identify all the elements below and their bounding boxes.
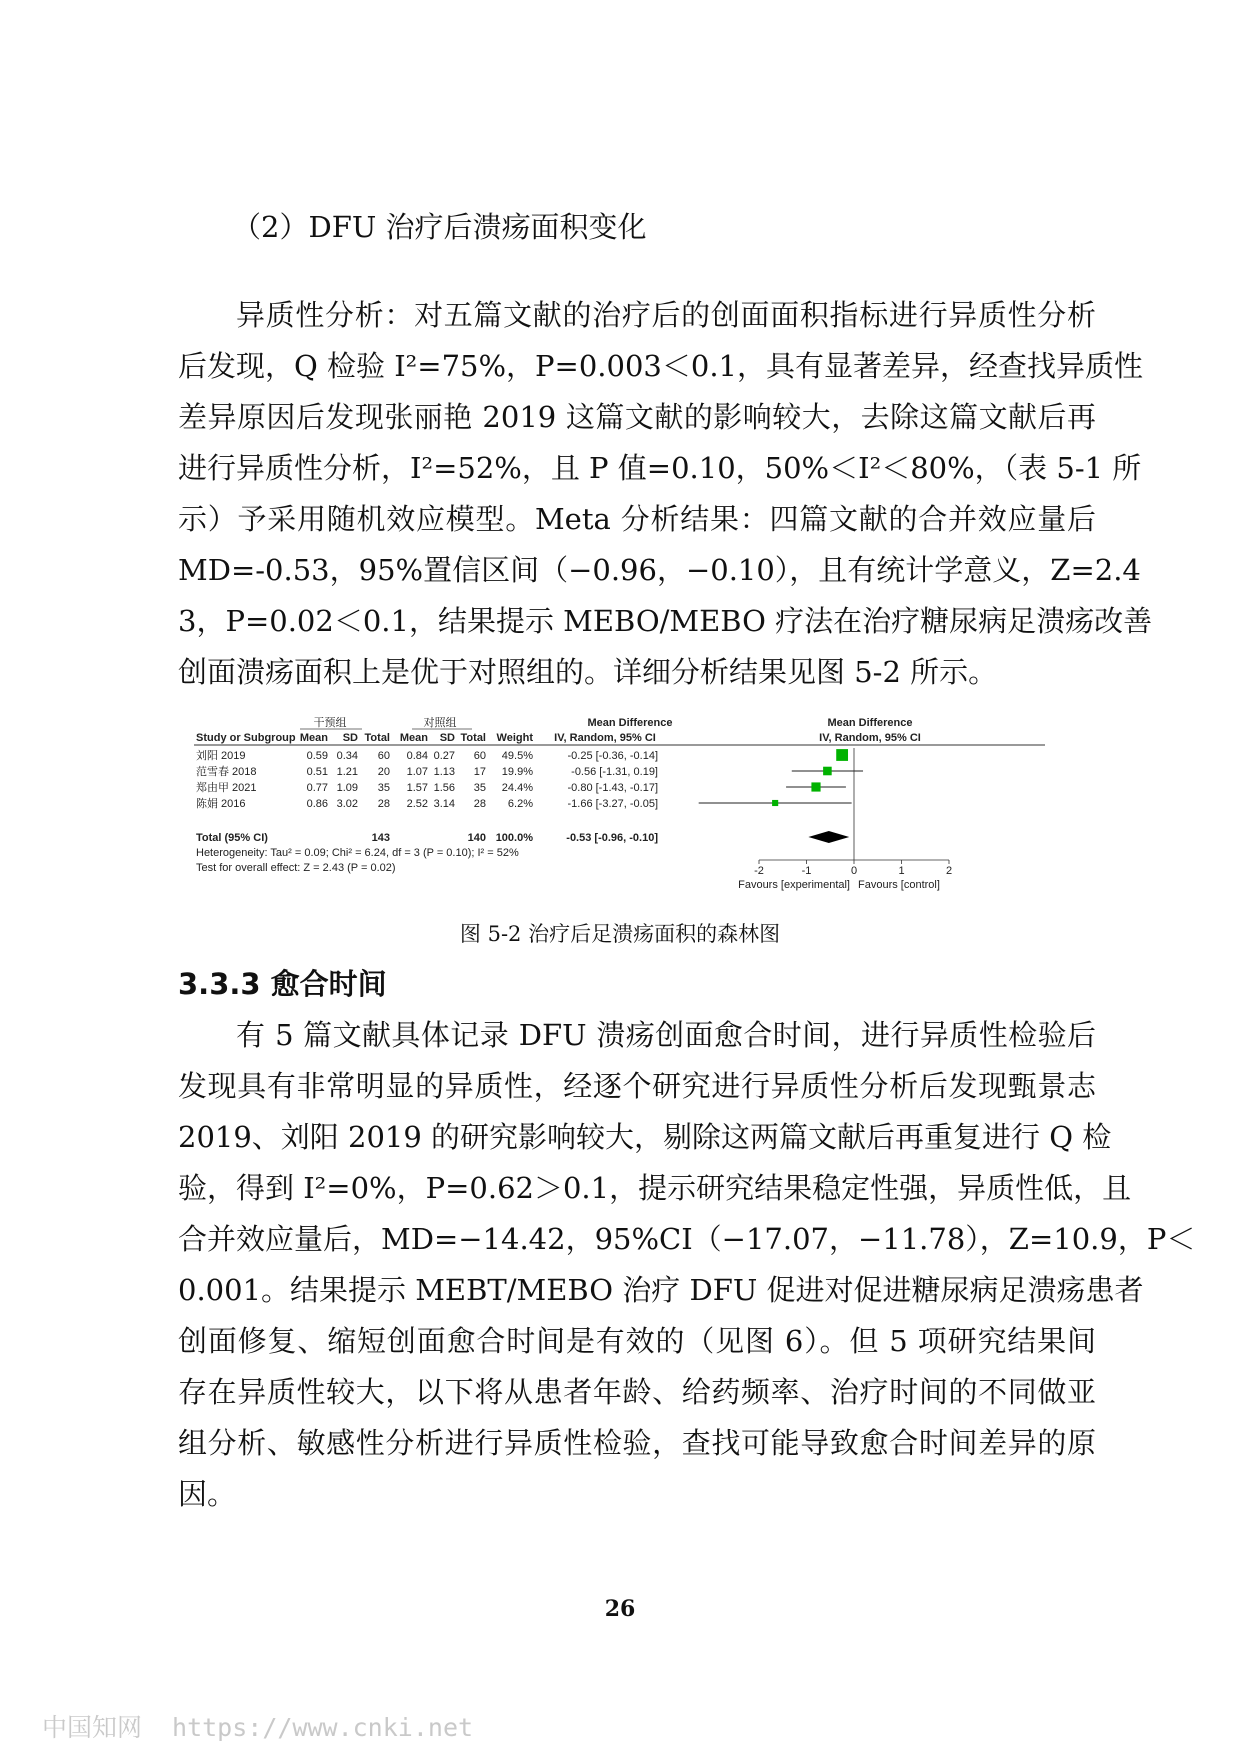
cell: -1.66 [-3.27, -0.05] [567, 798, 658, 810]
x-tick-label: -1 [801, 865, 812, 877]
section-heading: 3.3.3 愈合时间 [178, 967, 387, 1001]
cell: -0.56 [-1.31, 0.19] [571, 766, 658, 778]
x-tick-label: -2 [754, 865, 764, 877]
text-line: 因。 [178, 1477, 237, 1511]
cell: 100.0% [495, 832, 533, 844]
study-name: 范雪春 2018 [196, 766, 257, 778]
text-line: 2019、刘阳 2019 的研究影响较大，剔除这两篇文献后再重复进行 Q 检 [178, 1120, 1112, 1154]
cell: 0.86 [306, 798, 328, 810]
x-tick-label: 2 [945, 865, 953, 877]
col-header-study: Study or Subgroup [196, 732, 296, 744]
md-header-plot: Mean Difference [827, 717, 913, 729]
plot-marks [699, 748, 952, 877]
paragraph-heterogeneity-area [178, 290, 1153, 698]
group-header-intervention: 干预组 [313, 717, 347, 729]
study-name: 刘阳 2019 [196, 750, 246, 762]
forest-plot [190, 712, 1050, 902]
col-header-sd-c: SD [439, 732, 455, 744]
paragraph-healing-time [178, 1010, 1196, 1520]
study-marker [772, 800, 778, 806]
cell: 0.77 [306, 782, 328, 794]
text-line: 创面溃疡面积上是优于对照组的。详细分析结果见图 5-2 所示。 [178, 655, 998, 689]
total-label: Total (95% CI) [196, 832, 268, 844]
cnki-site-name: 中国知网 [42, 1713, 143, 1742]
study-row [196, 764, 658, 778]
text-line: 后发现，Q 检验 I²=75%，P=0.003＜0.1，具有显著差异，经查找异质性 [178, 349, 1144, 383]
text-line: 验，得到 I²=0%，P=0.62＞0.1，提示研究结果稳定性强，异质性低，且 [178, 1171, 1132, 1205]
page-number: 26 [604, 1596, 636, 1622]
cell: 1.57 [406, 782, 428, 794]
study-row [196, 796, 658, 810]
cell: 60 [473, 750, 486, 762]
cell: 0.34 [336, 750, 358, 762]
col-header-total-c: Total [460, 732, 486, 744]
col-header-weight: Weight [496, 732, 533, 744]
cell: 1.09 [336, 782, 358, 794]
text-line: 发现具有非常明显的异质性，经逐个研究进行异质性分析后发现甄景志 [178, 1069, 1096, 1103]
text-line: 组分析、敏感性分析进行异质性检验，查找可能导致愈合时间差异的原 [178, 1426, 1096, 1460]
text-line: 存在异质性较大，以下将从患者年龄、给药频率、治疗时间的不同做亚 [178, 1375, 1096, 1409]
text-line: 3，P=0.02＜0.1，结果提示 MEBO/MEBO 疗法在治疗糖尿病足溃疡改善 [178, 604, 1153, 638]
x-tick-label: 1 [898, 865, 905, 877]
text-line: 有 5 篇文献具体记录 DFU 溃疡创面愈合时间，进行异质性检验后 [236, 1018, 1096, 1052]
col-header-mean-e: Mean [299, 732, 328, 744]
cell: 24.4% [501, 782, 533, 794]
cell: 1.07 [406, 766, 428, 778]
col-header-sd-e: SD [342, 732, 358, 744]
cell: -0.80 [-1.43, -0.17] [567, 782, 658, 794]
cell: 0.27 [433, 750, 455, 762]
col-header-total-e: Total [364, 732, 390, 744]
cell: 0.51 [306, 766, 328, 778]
cell: 28 [473, 798, 486, 810]
cell: 6.2% [507, 798, 533, 810]
cell: 0.59 [306, 750, 328, 762]
md-header-table: Mean Difference [587, 717, 673, 729]
cell: 143 [371, 832, 390, 844]
favours-control-label: Favours [control] [858, 879, 940, 891]
cell: 1.21 [336, 766, 358, 778]
favours-experimental-label: Favours [experimental] [738, 879, 850, 891]
cell: 19.9% [501, 766, 533, 778]
subsection-heading: （2）DFU 治疗后溃疡面积变化 [232, 210, 647, 244]
cell: 49.5% [501, 750, 533, 762]
cell: 20 [377, 766, 390, 778]
cell: 28 [377, 798, 390, 810]
cell: 1.56 [433, 782, 455, 794]
col-header-plot-ci: IV, Random, 95% CI [819, 732, 921, 744]
study-marker [823, 767, 832, 776]
text-line: 0.001。结果提示 MEBT/MEBO 治疗 DFU 促进对促进糖尿病足溃疡患者 [178, 1273, 1144, 1307]
text-line: MD=-0.53，95%置信区间（−0.96，−0.10），且有统计学意义，Z=2.4 [178, 553, 1141, 587]
cell: 35 [377, 782, 390, 794]
cell: 140 [467, 832, 486, 844]
cell: 35 [473, 782, 486, 794]
cell: -0.53 [-0.96, -0.10] [566, 832, 658, 844]
text-line: 差异原因后发现张丽艳 2019 这篇文献的影响较大，去除这篇文献后再 [178, 400, 1096, 434]
watermark-footer [42, 1708, 473, 1744]
col-header-mean-c: Mean [399, 732, 428, 744]
cnki-url: https://www.cnki.net [172, 1713, 474, 1742]
pooled-diamond [808, 831, 849, 843]
overall-effect-text: Test for overall effect: Z = 2.43 (P = 0.02) [196, 862, 396, 874]
study-marker [836, 749, 848, 761]
x-tick-label: 0 [850, 865, 858, 877]
text-line: 进行异质性分析，I²=52%，且 P 值=0.10，50%＜I²＜80%，（表 5-1 所 [178, 451, 1142, 485]
heterogeneity-text: Heterogeneity: Tau² = 0.09; Chi² = 6.24, df = 3 (P = 0.10); I² = 52% [196, 847, 519, 859]
text-line: 合并效应量后，MD=−14.42，95%CI（−17.07，−11.78），Z=10.9，P＜ [178, 1222, 1196, 1256]
figure-caption: 图 5-2 治疗后足溃疡面积的森林图 [459, 922, 781, 946]
study-name: 郑由甲 2021 [196, 782, 257, 794]
study-row [196, 780, 658, 794]
study-marker [811, 782, 820, 791]
text-line: 异质性分析：对五篇文献的治疗后的创面面积指标进行异质性分析 [236, 298, 1096, 332]
cell: 0.84 [406, 750, 428, 762]
cell: -0.25 [-0.36, -0.14] [567, 750, 658, 762]
group-header-control: 对照组 [423, 717, 457, 729]
study-row [196, 748, 658, 762]
text-line: 示）予采用随机效应模型。Meta 分析结果：四篇文献的合并效应量后 [178, 502, 1096, 536]
col-header-ci: IV, Random, 95% CI [554, 732, 656, 744]
cell: 3.02 [336, 798, 358, 810]
study-name: 陈娟 2016 [196, 798, 246, 810]
cell: 3.14 [433, 798, 455, 810]
cell: 17 [473, 766, 486, 778]
cell: 60 [377, 750, 390, 762]
total-row [196, 832, 658, 844]
cell: 2.52 [406, 798, 428, 810]
text-line: 创面修复、缩短创面愈合时间是有效的（见图 6）。但 5 项研究结果间 [178, 1324, 1096, 1358]
cell: 1.13 [433, 766, 455, 778]
